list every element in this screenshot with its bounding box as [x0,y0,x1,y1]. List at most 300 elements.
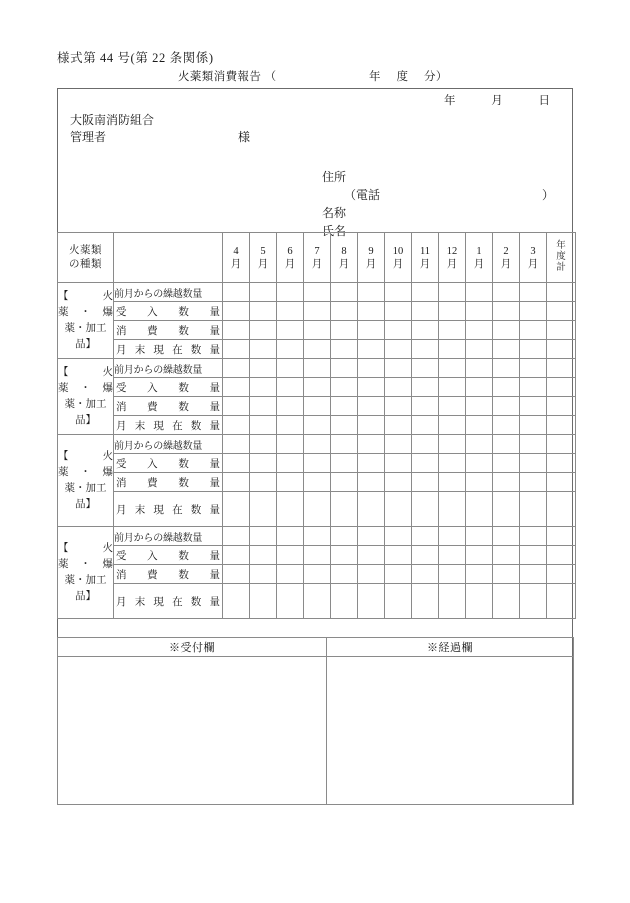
cell-g1-carryover-m12[interactable] [439,283,466,302]
cell-g2-consumed-m11[interactable] [412,397,439,416]
cell-g3-balance-m10[interactable] [385,492,412,527]
cell-g1-carryover-m3[interactable] [520,283,547,302]
cell-g1-received-m7[interactable] [304,302,331,321]
cell-g3-carryover-m3[interactable] [520,435,547,454]
cell-g4-carryover-m3[interactable] [520,527,547,546]
powder-type-1-line2: 薬・爆 [58,306,113,318]
header-month-6 [277,233,304,283]
cell-g2-received-m6[interactable] [277,378,304,397]
cell-g4-consumed-m3[interactable] [520,565,547,584]
cell-g4-consumed-m7[interactable] [304,565,331,584]
cell-g3-received-m12[interactable] [439,454,466,473]
cell-g4-received-m3[interactable] [520,546,547,565]
cell-g3-carryover-m8[interactable] [331,435,358,454]
header-month-1-unit: 月 [473,258,485,270]
cell-g1-consumed-m5[interactable] [250,321,277,340]
cell-g3-balance-total[interactable] [547,492,576,527]
cell-g3-carryover-m5[interactable] [250,435,277,454]
cell-g2-consumed-m4[interactable] [223,397,250,416]
cell-g4-balance-m4[interactable] [223,584,250,619]
header-month-10-unit: 月 [392,258,404,270]
cell-g4-received-m5[interactable] [250,546,277,565]
cell-g4-balance-m9[interactable] [358,584,385,619]
powder-type-cell-2[interactable] [58,359,114,435]
header-month-2-unit: 月 [500,258,512,270]
cell-g1-received-m8[interactable] [331,302,358,321]
cell-g2-received-m1[interactable] [466,378,493,397]
cell-g3-balance-m9[interactable] [358,492,385,527]
cell-g4-carryover-m6[interactable] [277,527,304,546]
cell-g2-balance-m6[interactable] [277,416,304,435]
cell-g2-consumed-m3[interactable] [520,397,547,416]
header-month-1 [466,233,493,283]
header-month-9-unit: 月 [365,258,377,270]
row-label-consumed-3 [114,473,223,492]
cell-g3-balance-m7[interactable] [304,492,331,527]
cell-g4-received-m6[interactable] [277,546,304,565]
cell-g1-balance-m10[interactable] [385,340,412,359]
title-year-label: 年 [369,71,381,83]
cell-g1-received-total[interactable] [547,302,576,321]
cell-g3-received-m9[interactable] [358,454,385,473]
cell-g2-carryover-m1[interactable] [466,359,493,378]
cell-g4-carryover-m12[interactable] [439,527,466,546]
row-label-text: 受入数量 [116,550,220,562]
cell-g2-balance-m3[interactable] [520,416,547,435]
cell-g4-received-m8[interactable] [331,546,358,565]
addressee-role: 管理者 [70,130,107,144]
cell-g2-received-m9[interactable] [358,378,385,397]
cell-g4-balance-m10[interactable] [385,584,412,619]
cell-g1-consumed-m12[interactable] [439,321,466,340]
cell-g3-balance-m2[interactable] [493,492,520,527]
powder-type-2-line4: 品】 [75,414,96,426]
cell-g3-received-m1[interactable] [466,454,493,473]
cell-g4-consumed-m11[interactable] [412,565,439,584]
addressee-organization: 大阪南消防組合 [70,113,155,127]
cell-g3-balance-m6[interactable] [277,492,304,527]
row-label-carryover-3 [114,435,223,454]
cell-g1-balance-m9[interactable] [358,340,385,359]
header-month-9 [358,233,385,283]
cell-g4-consumed-m2[interactable] [493,565,520,584]
header-month-10 [385,233,412,283]
cell-g2-received-m12[interactable] [439,378,466,397]
header-type-line1: 火薬類 [69,244,102,256]
header-month-7-unit: 月 [311,258,323,270]
cell-g3-consumed-m5[interactable] [250,473,277,492]
powder-type-4-line4: 品】 [75,590,96,602]
cell-g4-carryover-m9[interactable] [358,527,385,546]
powder-type-4-line3: 薬・加工 [64,574,107,586]
cell-g2-carryover-m12[interactable] [439,359,466,378]
cell-g1-carryover-m1[interactable] [466,283,493,302]
cell-g4-carryover-m7[interactable] [304,527,331,546]
powder-type-cell-3[interactable] [58,435,114,527]
cell-g1-received-m5[interactable] [250,302,277,321]
applicant-block [322,168,555,240]
progress-note-body[interactable] [327,657,574,805]
cell-g2-balance-m5[interactable] [250,416,277,435]
cell-g1-received-m12[interactable] [439,302,466,321]
header-month-4 [223,233,250,283]
table-row [58,492,576,527]
table-row [58,546,576,565]
cell-g3-consumed-m7[interactable] [304,473,331,492]
cell-g2-balance-total[interactable] [547,416,576,435]
row-label-balance-1 [114,340,223,359]
cell-g3-received-m7[interactable] [304,454,331,473]
cell-g1-carryover-total[interactable] [547,283,576,302]
cell-g3-balance-m11[interactable] [412,492,439,527]
cell-g2-consumed-m5[interactable] [250,397,277,416]
cell-g4-balance-m11[interactable] [412,584,439,619]
cell-g4-balance-m8[interactable] [331,584,358,619]
title-portion-label: 分） [423,71,448,83]
row-label-consumed-2 [114,397,223,416]
cell-g4-balance-total[interactable] [547,584,576,619]
cell-g1-balance-m5[interactable] [250,340,277,359]
cell-g4-balance-m7[interactable] [304,584,331,619]
cell-g3-consumed-m11[interactable] [412,473,439,492]
cell-g2-received-m4[interactable] [223,378,250,397]
cell-g3-consumed-m9[interactable] [358,473,385,492]
cell-g4-balance-m12[interactable] [439,584,466,619]
header-total-char3: 計 [556,263,566,273]
addressee-honorific: 様 [238,130,251,144]
document-title [178,68,448,84]
cell-g1-consumed-m4[interactable] [223,321,250,340]
cell-g3-carryover-m1[interactable] [466,435,493,454]
cell-g2-balance-m4[interactable] [223,416,250,435]
title-fiscal-label: 度 [396,71,409,83]
cell-g2-carryover-m9[interactable] [358,359,385,378]
cell-g2-balance-m2[interactable] [493,416,520,435]
header-month-7 [304,233,331,283]
header-month-2 [493,233,520,283]
cell-g4-carryover-total[interactable] [547,527,576,546]
cell-g2-carryover-m7[interactable] [304,359,331,378]
powder-type-2-line1: 【 火 [58,366,113,378]
cell-g1-balance-m1[interactable] [466,340,493,359]
cell-g1-consumed-m8[interactable] [331,321,358,340]
cell-g4-received-total[interactable] [547,546,576,565]
table-row [58,416,576,435]
cell-g4-balance-m5[interactable] [250,584,277,619]
cell-g1-balance-m3[interactable] [520,340,547,359]
footer-body-row [58,657,574,805]
cell-g2-received-m11[interactable] [412,378,439,397]
cell-g3-consumed-m3[interactable] [520,473,547,492]
cell-g2-consumed-m2[interactable] [493,397,520,416]
cell-g3-received-m3[interactable] [520,454,547,473]
cell-g1-received-m9[interactable] [358,302,385,321]
cell-g1-balance-m2[interactable] [493,340,520,359]
cell-g4-received-m7[interactable] [304,546,331,565]
cell-g1-carryover-m2[interactable] [493,283,520,302]
cell-g3-consumed-m4[interactable] [223,473,250,492]
cell-g1-balance-m12[interactable] [439,340,466,359]
cell-g2-carryover-total[interactable] [547,359,576,378]
header-fiscal-total [547,233,576,283]
cell-g3-balance-m4[interactable] [223,492,250,527]
row-label-carryover-1 [114,283,223,302]
cell-g1-balance-total[interactable] [547,340,576,359]
reception-note-header: ※受付欄 [58,638,327,657]
cell-g3-received-m5[interactable] [250,454,277,473]
cell-g2-consumed-m1[interactable] [466,397,493,416]
applicant-address-label: 住所 [322,170,347,184]
table-row [58,454,576,473]
header-month-4-unit: 月 [230,258,242,270]
date-year-label: 年 [444,95,456,107]
cell-g1-received-m6[interactable] [277,302,304,321]
cell-g2-balance-m7[interactable] [304,416,331,435]
cell-g2-carryover-m5[interactable] [250,359,277,378]
cell-g3-received-total[interactable] [547,454,576,473]
cell-g4-consumed-m4[interactable] [223,565,250,584]
cell-g4-received-m4[interactable] [223,546,250,565]
cell-g4-consumed-m8[interactable] [331,565,358,584]
cell-g1-carryover-m4[interactable] [223,283,250,302]
cell-g2-carryover-m10[interactable] [385,359,412,378]
footer-header-row [58,638,574,657]
cell-g1-balance-m4[interactable] [223,340,250,359]
cell-g1-consumed-m7[interactable] [304,321,331,340]
cell-g4-carryover-m4[interactable] [223,527,250,546]
cell-g1-balance-m7[interactable] [304,340,331,359]
cell-g1-consumed-total[interactable] [547,321,576,340]
cell-g3-carryover-m10[interactable] [385,435,412,454]
cell-g3-consumed-m12[interactable] [439,473,466,492]
cell-g4-received-m12[interactable] [439,546,466,565]
cell-g2-consumed-m8[interactable] [331,397,358,416]
cell-g3-received-m6[interactable] [277,454,304,473]
powder-type-3-line3: 薬・加工 [64,482,107,494]
cell-g4-carryover-m2[interactable] [493,527,520,546]
cell-g1-consumed-m3[interactable] [520,321,547,340]
cell-g1-received-m1[interactable] [466,302,493,321]
cell-g2-carryover-m4[interactable] [223,359,250,378]
row-label-received-4 [114,546,223,565]
row-label-text: 消費数量 [116,569,220,581]
cell-g1-consumed-m2[interactable] [493,321,520,340]
header-month-3-unit: 月 [527,258,539,270]
cell-g2-balance-m11[interactable] [412,416,439,435]
row-label-balance-2 [114,416,223,435]
table-row [58,527,576,546]
cell-g4-received-m9[interactable] [358,546,385,565]
powder-type-cell-1[interactable] [58,283,114,359]
cell-g4-balance-m6[interactable] [277,584,304,619]
cell-g4-carryover-m1[interactable] [466,527,493,546]
header-month-1-num: 1 [476,245,482,257]
cell-g1-consumed-m11[interactable] [412,321,439,340]
cell-g3-balance-m12[interactable] [439,492,466,527]
row-label-text: 月末現在数量 [116,420,220,432]
cell-g3-carryover-m7[interactable] [304,435,331,454]
cell-g3-carryover-m4[interactable] [223,435,250,454]
addressee-block [70,112,251,146]
cell-g1-carryover-m8[interactable] [331,283,358,302]
row-label-received-2 [114,378,223,397]
cell-g3-received-m8[interactable] [331,454,358,473]
cell-g4-consumed-m12[interactable] [439,565,466,584]
cell-g1-consumed-m6[interactable] [277,321,304,340]
table-header-row [58,233,576,283]
cell-g2-carryover-m8[interactable] [331,359,358,378]
table-row [58,378,576,397]
cell-g3-carryover-total[interactable] [547,435,576,454]
cell-g1-received-m3[interactable] [520,302,547,321]
cell-g1-balance-m11[interactable] [412,340,439,359]
cell-g4-balance-m3[interactable] [520,584,547,619]
cell-g1-carryover-m5[interactable] [250,283,277,302]
cell-g4-carryover-m10[interactable] [385,527,412,546]
cell-g2-consumed-m6[interactable] [277,397,304,416]
powder-type-4-line1: 【 火 [58,542,113,554]
row-label-balance-3 [114,492,223,527]
cell-g4-consumed-m6[interactable] [277,565,304,584]
powder-type-3-line2: 薬・爆 [58,466,113,478]
header-month-10-num: 10 [392,245,404,257]
cell-g1-balance-m8[interactable] [331,340,358,359]
cell-g2-consumed-m7[interactable] [304,397,331,416]
cell-g3-carryover-m2[interactable] [493,435,520,454]
cell-g4-consumed-m9[interactable] [358,565,385,584]
powder-type-3-line1: 【 火 [58,450,113,462]
footer-notes-table [57,637,574,805]
cell-g2-received-m2[interactable] [493,378,520,397]
cell-g2-balance-m10[interactable] [385,416,412,435]
cell-g3-balance-m8[interactable] [331,492,358,527]
cell-g3-carryover-m11[interactable] [412,435,439,454]
row-label-text: 受入数量 [116,382,220,394]
cell-g1-consumed-m1[interactable] [466,321,493,340]
row-label-carryover-2 [114,359,223,378]
cell-g1-consumed-m10[interactable] [385,321,412,340]
cell-g4-consumed-total[interactable] [547,565,576,584]
cell-g2-consumed-m12[interactable] [439,397,466,416]
cell-g1-carryover-m7[interactable] [304,283,331,302]
row-label-received-1 [114,302,223,321]
cell-g1-balance-m6[interactable] [277,340,304,359]
cell-g4-consumed-m5[interactable] [250,565,277,584]
cell-g2-carryover-m11[interactable] [412,359,439,378]
cell-g2-received-total[interactable] [547,378,576,397]
cell-g2-carryover-m2[interactable] [493,359,520,378]
row-label-text: 前月からの繰越数量 [114,532,203,544]
cell-g1-carryover-m10[interactable] [385,283,412,302]
applicant-tel-open: （電話 [344,188,381,202]
powder-type-2-line2: 薬・爆 [58,382,113,394]
cell-g3-balance-m5[interactable] [250,492,277,527]
header-month-3 [520,233,547,283]
cell-g2-received-m7[interactable] [304,378,331,397]
cell-g1-received-m2[interactable] [493,302,520,321]
cell-g3-received-m2[interactable] [493,454,520,473]
reception-note-body[interactable] [58,657,327,805]
cell-g3-consumed-m6[interactable] [277,473,304,492]
cell-g2-carryover-m3[interactable] [520,359,547,378]
cell-g3-carryover-m6[interactable] [277,435,304,454]
header-month-6-num: 6 [287,245,293,257]
header-month-7-num: 7 [314,245,320,257]
progress-note-header: ※経過欄 [327,638,574,657]
cell-g4-carryover-m8[interactable] [331,527,358,546]
date-day-label: 日 [538,95,550,107]
cell-g3-carryover-m12[interactable] [439,435,466,454]
header-month-5 [250,233,277,283]
cell-g3-consumed-m2[interactable] [493,473,520,492]
cell-g4-received-m10[interactable] [385,546,412,565]
header-month-5-num: 5 [260,245,266,257]
cell-g4-carryover-m11[interactable] [412,527,439,546]
cell-g4-received-m2[interactable] [493,546,520,565]
cell-g1-consumed-m9[interactable] [358,321,385,340]
powder-type-cell-4[interactable] [58,527,114,619]
cell-g4-carryover-m5[interactable] [250,527,277,546]
cell-g2-balance-m8[interactable] [331,416,358,435]
cell-g3-carryover-m9[interactable] [358,435,385,454]
cell-g2-received-m10[interactable] [385,378,412,397]
cell-g1-received-m11[interactable] [412,302,439,321]
cell-g3-received-m10[interactable] [385,454,412,473]
cell-g3-consumed-m8[interactable] [331,473,358,492]
cell-g2-received-m5[interactable] [250,378,277,397]
cell-g4-consumed-m10[interactable] [385,565,412,584]
cell-g1-carryover-m6[interactable] [277,283,304,302]
consumption-table [57,232,576,619]
cell-g3-balance-m3[interactable] [520,492,547,527]
cell-g3-consumed-m10[interactable] [385,473,412,492]
cell-g2-carryover-m6[interactable] [277,359,304,378]
header-month-12-num: 12 [446,245,458,257]
cell-g2-received-m8[interactable] [331,378,358,397]
header-month-12 [439,233,466,283]
cell-g2-balance-m1[interactable] [466,416,493,435]
header-month-3-num: 3 [530,245,536,257]
cell-g3-received-m4[interactable] [223,454,250,473]
cell-g2-balance-m9[interactable] [358,416,385,435]
cell-g4-balance-m1[interactable] [466,584,493,619]
cell-g3-balance-m1[interactable] [466,492,493,527]
cell-g4-consumed-m1[interactable] [466,565,493,584]
cell-g3-consumed-m1[interactable] [466,473,493,492]
cell-g1-received-m4[interactable] [223,302,250,321]
header-type-line2: の種類 [69,258,102,270]
cell-g2-consumed-m9[interactable] [358,397,385,416]
cell-g4-received-m11[interactable] [412,546,439,565]
cell-g3-consumed-total[interactable] [547,473,576,492]
cell-g4-received-m1[interactable] [466,546,493,565]
cell-g4-balance-m2[interactable] [493,584,520,619]
table-row [58,340,576,359]
applicant-tel-row [322,186,555,204]
cell-g2-balance-m12[interactable] [439,416,466,435]
cell-g1-carryover-m11[interactable] [412,283,439,302]
header-month-11-num: 11 [419,245,431,257]
row-label-balance-4 [114,584,223,619]
cell-g3-received-m11[interactable] [412,454,439,473]
cell-g2-consumed-m10[interactable] [385,397,412,416]
cell-g1-carryover-m9[interactable] [358,283,385,302]
cell-g2-received-m3[interactable] [520,378,547,397]
table-row [58,321,576,340]
row-label-text: 消費数量 [116,477,220,489]
cell-g1-received-m10[interactable] [385,302,412,321]
cell-g2-consumed-total[interactable] [547,397,576,416]
